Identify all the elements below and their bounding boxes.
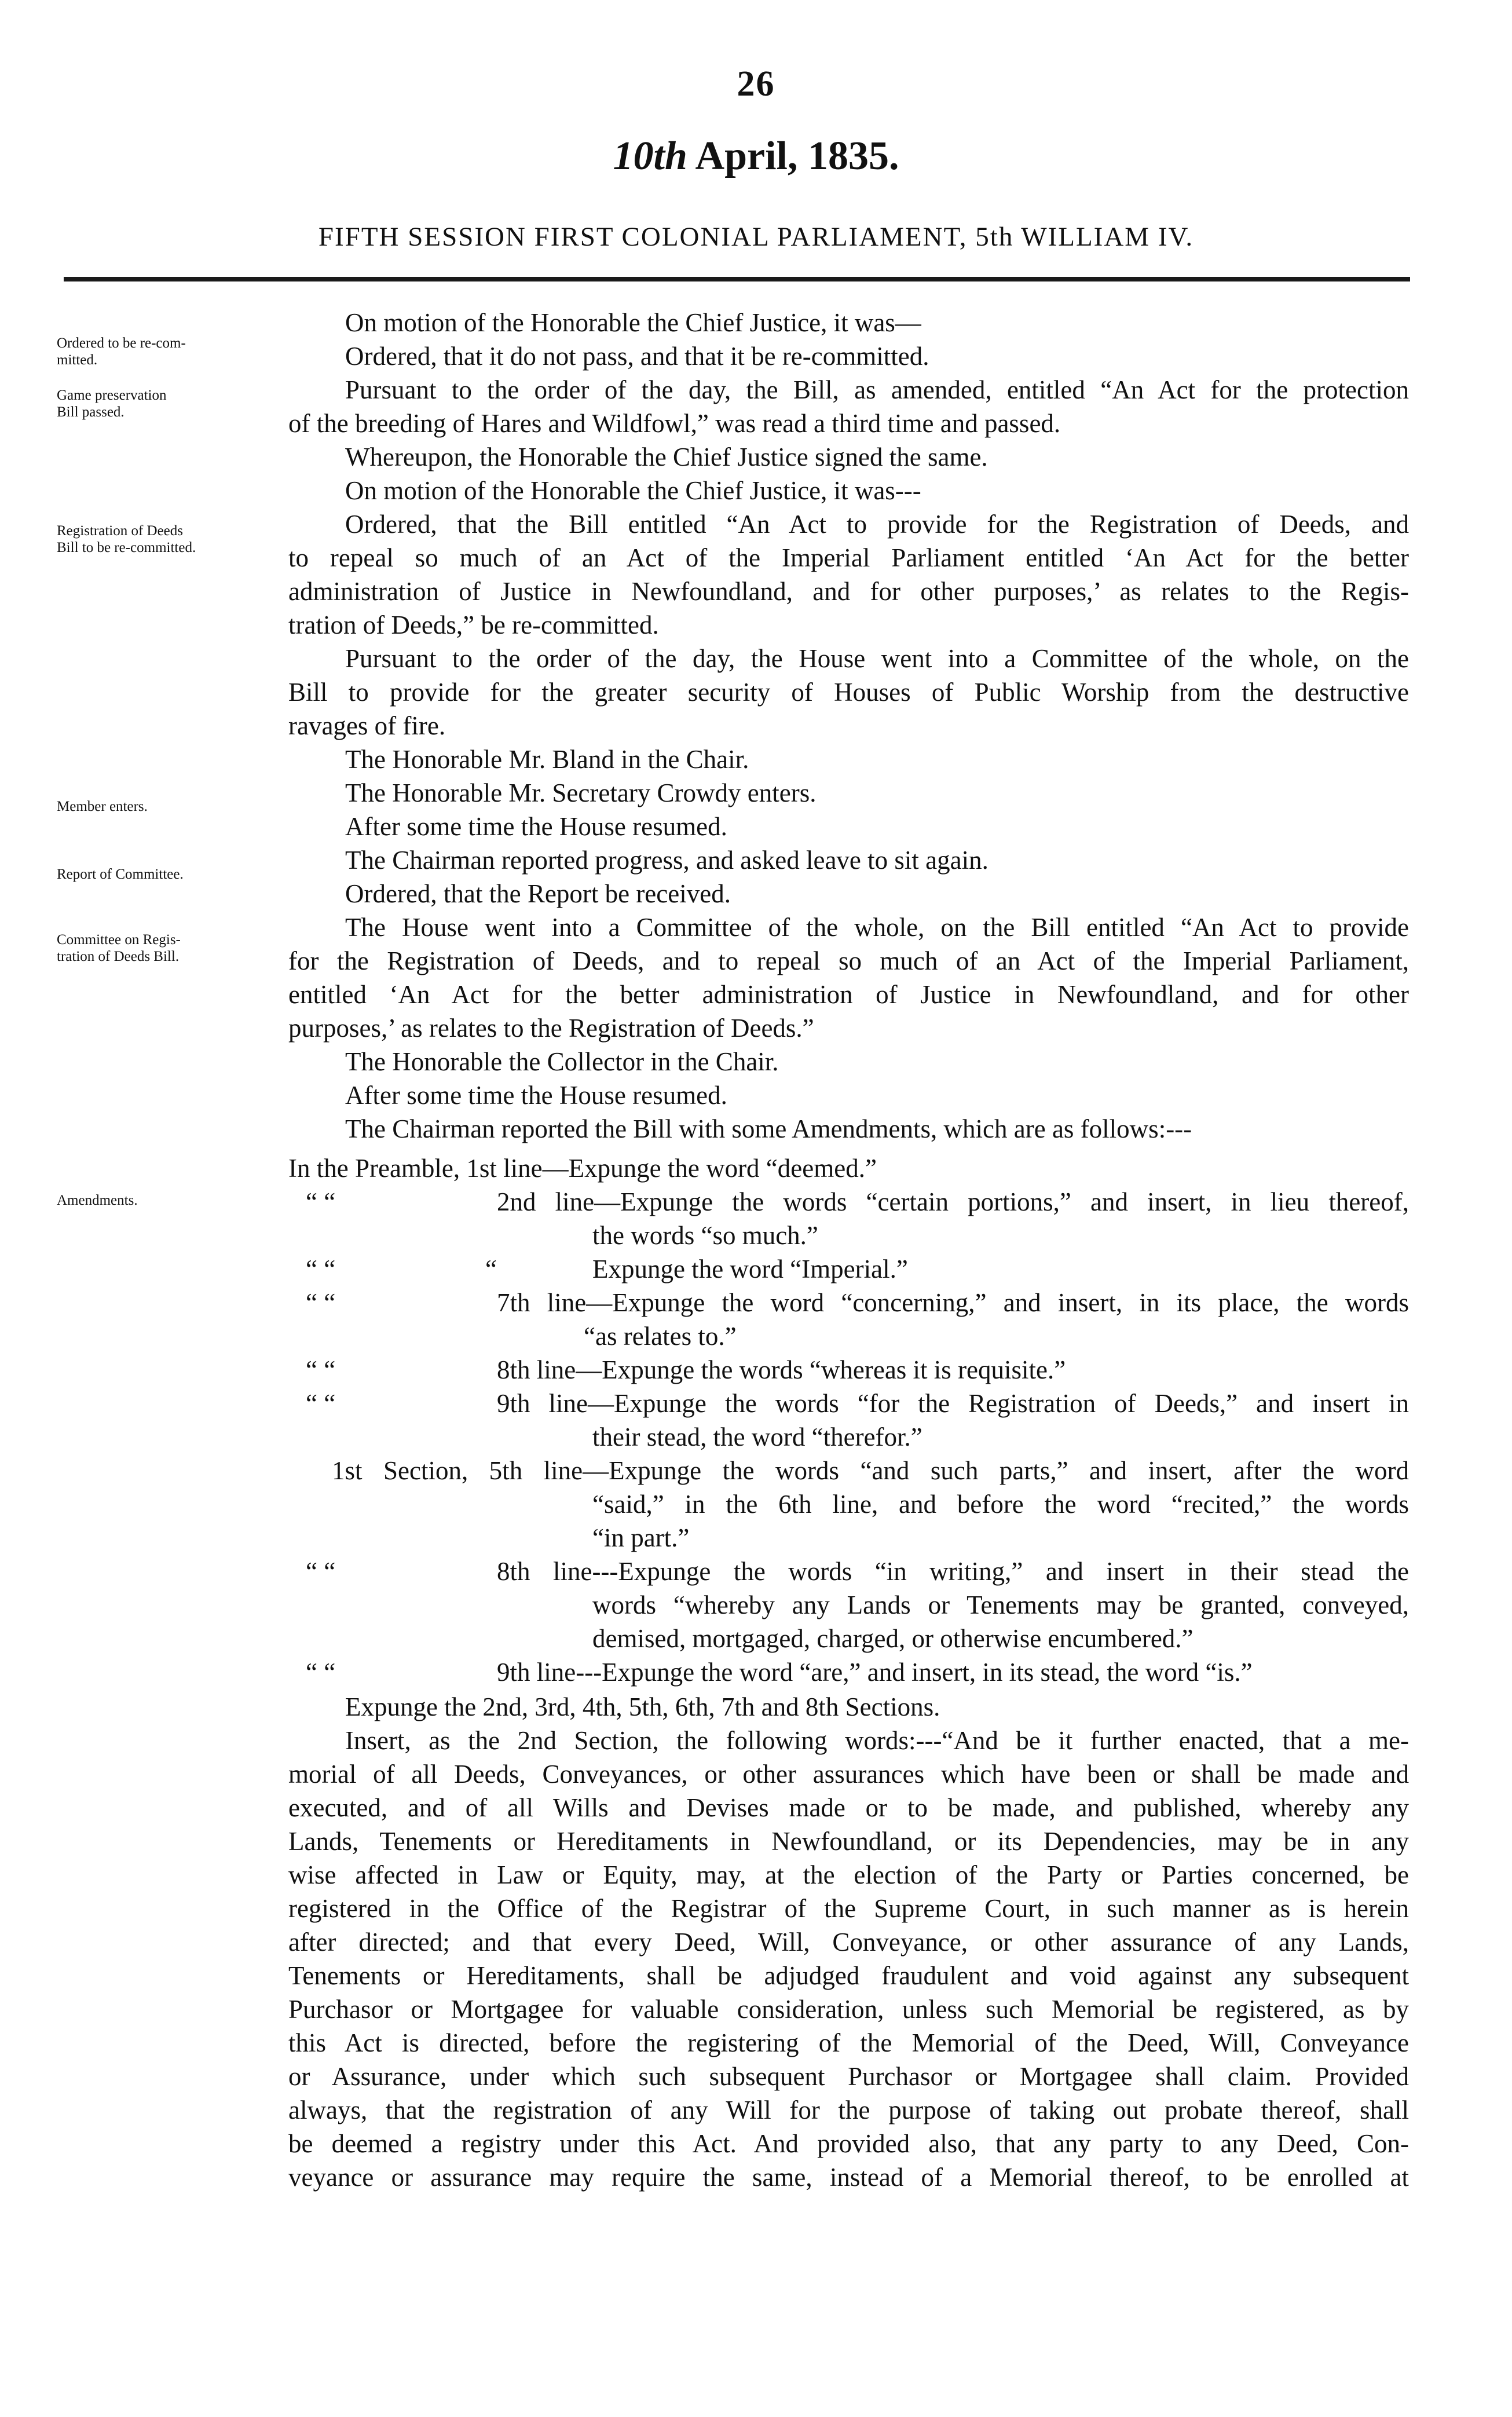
- margin-note-game-bill: Game preservation Bill passed.: [57, 387, 167, 420]
- text-line: always, that the registration of any Will for the purpose of taking out probate thereof, shall: [288, 2096, 1409, 2125]
- text-line: ravages of fire.: [288, 711, 446, 740]
- text-line: wise affected in Law or Equity, may, at the election of the Party or Parties concerned, be: [288, 1860, 1409, 1889]
- amendment-line: 9th line---Expunge the word “are,” and insert, in its stead, the word “is.”: [497, 1658, 1253, 1687]
- date-rest: April, 1835.: [695, 134, 899, 178]
- text-line: registered in the Office of the Registrar of the Supreme Court, in such manner as is herein: [288, 1894, 1409, 1923]
- text-line: for the Registration of Deeds, and to repeal so much of an Act of the Imperial Parliament,: [288, 946, 1409, 975]
- text-line: Ordered, that it do not pass, and that it be re-committed.: [345, 342, 929, 371]
- text-line: morial of all Deeds, Conveyances, or other assurances which have been or shall be made and: [288, 1760, 1409, 1789]
- text-line: Tenements or Hereditaments, shall be adjudged fraudulent and void against any subsequent: [288, 1961, 1409, 1990]
- text-line: The Chairman reported progress, and asked leave to sit again.: [345, 846, 989, 875]
- text-line: The Honorable Mr. Secretary Crowdy enters.: [345, 778, 817, 807]
- sitting-date: [0, 133, 1512, 180]
- text-line: After some time the House resumed.: [345, 1081, 727, 1110]
- text-line: entitled ‘An Act for the better administration of Justice in Newfoundland, and for other: [288, 980, 1409, 1009]
- page-number: 26: [737, 64, 775, 104]
- margin-note-report: Report of Committee.: [57, 866, 184, 882]
- ditto-marks: “ “: [306, 1355, 336, 1384]
- text-line: The Honorable Mr. Bland in the Chair.: [345, 745, 749, 774]
- amendment-line: demised, mortgaged, charged, or otherwise encumbered.”: [592, 1624, 1194, 1653]
- amendment-line: 9th line—Expunge the words “for the Registration of Deeds,” and insert in: [497, 1389, 1409, 1418]
- amendment-line: “in part.”: [592, 1523, 690, 1552]
- amendment-line: 8th line---Expunge the words “in writing,” and insert in their stead the: [497, 1557, 1409, 1586]
- text-line: Purchasor or Mortgagee for valuable consideration, unless such Memorial be registered, as by: [288, 1995, 1409, 2024]
- amendment-line: “said,” in the 6th line, and before the word “recited,” the words: [592, 1490, 1409, 1519]
- amendment-line: 2nd line—Expunge the words “certain portions,” and insert, in lieu thereof,: [497, 1187, 1409, 1216]
- margin-note-amendments: Amendments.: [57, 1193, 138, 1208]
- amendment-line: 7th line—Expunge the word “concerning,” and insert, in its place, the words: [497, 1288, 1409, 1317]
- text-line: Whereupon, the Honorable the Chief Justice signed the same.: [345, 443, 988, 471]
- text-line: executed, and of all Wills and Devises made or to be made, and published, whereby any: [288, 1793, 1409, 1822]
- ditto-marks: “ “: [306, 1389, 336, 1418]
- ditto-marks: “ “: [306, 1557, 336, 1586]
- margin-note-member-enters: Member enters.: [57, 799, 148, 814]
- text-line: Pursuant to the order of the day, the Bill, as amended, entitled “An Act for the protection: [345, 375, 1409, 404]
- text-line: this Act is directed, before the registering of the Memorial of the Deed, Will, Conveyance: [288, 2028, 1409, 2057]
- date-day: 10th: [613, 134, 687, 178]
- text-line: or Assurance, under which such subsequent Purchasor or Mortgagee shall claim. Provided: [288, 2062, 1409, 2091]
- text-line: to repeal so much of an Act of the Imperial Parliament entitled ‘An Act for the better: [288, 543, 1409, 572]
- margin-note-registration-recommit: Registration of Deeds Bill to be re-committed.: [57, 523, 196, 555]
- text-line: veyance or assurance may require the same, instead of a Memorial thereof, to be enrolled at: [288, 2163, 1409, 2192]
- session-heading: FIFTH SESSION FIRST COLONIAL PARLIAMENT, 5th WILLIAM IV.: [318, 222, 1194, 252]
- text-line: after directed; and that every Deed, Will, Conveyance, or other assurance of any Lands,: [288, 1928, 1409, 1957]
- ditto-marks: “ “: [306, 1255, 336, 1284]
- text-line: administration of Justice in Newfoundland, and for other purposes,’ as relates to the Regis-: [288, 577, 1409, 606]
- text-line: The House went into a Committee of the whole, on the Bill entitled “An Act to provide: [345, 913, 1409, 942]
- amendment-line: 1st Section, 5th line—Expunge the words “and such parts,” and insert, after the word: [332, 1456, 1409, 1485]
- text-line: After some time the House resumed.: [345, 812, 727, 841]
- text-line: tration of Deeds,” be re-committed.: [288, 610, 659, 639]
- text-line: The Chairman reported the Bill with some Amendments, which are as follows:---: [345, 1114, 1192, 1143]
- text-line: On motion of the Honorable the Chief Justice, it was---: [345, 476, 921, 505]
- text-line: Ordered, that the Bill entitled “An Act to provide for the Registration of Deeds, and: [345, 510, 1409, 539]
- text-line: Lands, Tenements or Hereditaments in Newfoundland, or its Dependencies, may be in any: [288, 1827, 1409, 1856]
- amendment-line: the words “so much.”: [592, 1221, 818, 1250]
- amendment-line: Expunge the word “Imperial.”: [592, 1255, 908, 1284]
- text-line: be deemed a registry under this Act. And provided also, that any party to any Deed, Con-: [288, 2129, 1409, 2158]
- ditto-marks: “ “: [306, 1288, 336, 1317]
- margin-note-committee-registration: Committee on Regis- tration of Deeds Bill.: [57, 932, 181, 964]
- amendment-line: “as relates to.”: [584, 1322, 737, 1351]
- text-line: of the breeding of Hares and Wildfowl,” was read a third time and passed.: [288, 409, 1061, 438]
- amendment-line: words “whereby any Lands or Tenements may be granted, conveyed,: [592, 1590, 1409, 1619]
- text-line: On motion of the Honorable the Chief Justice, it was—: [345, 308, 921, 337]
- ditto-marks: “ “: [306, 1658, 336, 1687]
- amendment-line: their stead, the word “therefor.”: [592, 1423, 922, 1451]
- text-line: The Honorable the Collector in the Chair.: [345, 1047, 779, 1076]
- amendment-line: 8th line—Expunge the words “whereas it is requisite.”: [497, 1355, 1066, 1384]
- text-line: Pursuant to the order of the day, the House went into a Committee of the whole, on the: [345, 644, 1409, 673]
- ditto-mark: “: [485, 1255, 497, 1284]
- margin-note-recommit: Ordered to be re-com- mitted.: [57, 335, 186, 368]
- header-rule: [64, 277, 1410, 281]
- text-line: Expunge the 2nd, 3rd, 4th, 5th, 6th, 7th and 8th Sections.: [345, 1692, 940, 1721]
- text-line: Bill to provide for the greater security of Houses of Public Worship from the destructive: [288, 678, 1409, 707]
- text-line: Insert, as the 2nd Section, the following words:---“And be it further enacted, that a me-: [345, 1726, 1409, 1755]
- text-line: purposes,’ as relates to the Registration of Deeds.”: [288, 1014, 814, 1043]
- amendment-line: In the Preamble, 1st line—Expunge the word “deemed.”: [288, 1154, 877, 1183]
- text-line: Ordered, that the Report be received.: [345, 879, 731, 908]
- ditto-marks: “ “: [306, 1187, 336, 1216]
